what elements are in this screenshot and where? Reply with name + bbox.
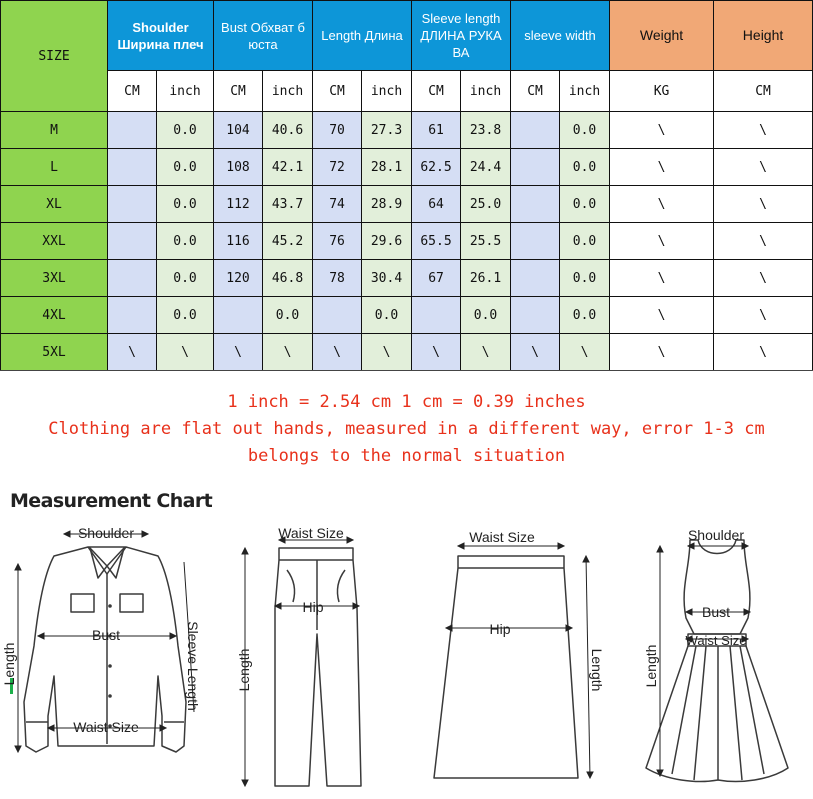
table-cell: \ (560, 334, 610, 371)
table-row (1, 112, 813, 149)
unit-cell: inch (362, 71, 412, 112)
table-cell: 76 (313, 223, 362, 260)
dress-bust-label: Bust (701, 604, 731, 620)
table-cell: 108 (214, 149, 263, 186)
table-cell (511, 186, 560, 223)
table-cell (313, 297, 362, 334)
table-row (1, 186, 813, 223)
shirt-bust-label: Bust (91, 627, 121, 643)
skirt-waist-label: Waist Size (469, 529, 535, 545)
conversion-note: 1 inch = 2.54 cm 1 cm = 0.39 inches (227, 392, 586, 412)
table-cell: 78 (313, 260, 362, 297)
table-cell (511, 112, 560, 149)
table-cell: 61 (412, 112, 461, 149)
table-cell: \ (362, 334, 412, 371)
table-cell: 43.7 (263, 186, 313, 223)
shoulder-header-en: Shoulder (132, 19, 189, 35)
size-cell: L (1, 149, 108, 186)
pants-outline-icon (275, 548, 361, 786)
unit-row (1, 71, 813, 112)
table-cell: 0.0 (157, 186, 214, 223)
size-cell: M (1, 112, 108, 149)
table-cell: \ (214, 334, 263, 371)
table-cell (511, 297, 560, 334)
sleeve-length-header: Sleeve length ДЛИНА РУКА ВА (412, 1, 511, 71)
unit-cell: inch (157, 71, 214, 112)
table-row (1, 334, 813, 371)
size-cell: 5XL (1, 334, 108, 371)
table-cell: \ (610, 297, 714, 334)
error-note-continued: belongs to the normal situation (247, 446, 566, 466)
bust-header: Bust Обхват б юста (214, 1, 313, 71)
table-cell: \ (714, 112, 813, 149)
table-cell: \ (610, 223, 714, 260)
shirt-buttons (108, 604, 112, 728)
table-row (1, 223, 813, 260)
table-cell (511, 223, 560, 260)
table-cell: 65.5 (412, 223, 461, 260)
dress-waist-label: Waist Size (685, 633, 747, 648)
table-cell: 46.8 (263, 260, 313, 297)
sleeve-width-header: sleeve width (511, 1, 610, 71)
table-cell: \ (412, 334, 461, 371)
table-cell: 0.0 (560, 223, 610, 260)
table-cell: \ (714, 297, 813, 334)
table-cell: 0.0 (157, 112, 214, 149)
table-cell: \ (714, 223, 813, 260)
table-cell: 72 (313, 149, 362, 186)
shirt-length-label: Length (1, 642, 17, 686)
table-cell: 0.0 (560, 149, 610, 186)
unit-cell: inch (263, 71, 313, 112)
table-cell: 112 (214, 186, 263, 223)
skirt-measure-lines (446, 543, 593, 778)
section-divider (0, 370, 813, 371)
table-cell: \ (714, 260, 813, 297)
unit-cell: KG (610, 71, 714, 112)
unit-cell: CM (511, 71, 560, 112)
size-cell: 3XL (1, 260, 108, 297)
shirt-sleeve-label: Sleeve Length (185, 621, 201, 711)
shirt-shoulder-label: Shoulder (77, 525, 135, 541)
table-cell: 0.0 (560, 112, 610, 149)
table-cell: 62.5 (412, 149, 461, 186)
pants-waist-label: Waist Size (278, 525, 344, 541)
shoulder-header (108, 1, 214, 71)
pants-length-label: Length (236, 648, 252, 692)
shirt-waist-label: Waist Size (73, 719, 139, 735)
shoulder-header-ru: Ширина плеч (117, 36, 204, 52)
table-row (1, 260, 813, 297)
table-cell: 0.0 (263, 297, 313, 334)
table-cell: \ (108, 334, 157, 371)
table-cell: 0.0 (560, 260, 610, 297)
table-cell: 42.1 (263, 149, 313, 186)
skirt-illustration (428, 520, 605, 796)
dress-measure-lines (657, 543, 750, 776)
table-cell: 25.0 (461, 186, 511, 223)
table-cell (108, 149, 157, 186)
size-cell: XXL (1, 223, 108, 260)
table-cell: 0.0 (157, 260, 214, 297)
table-cell: 0.0 (157, 297, 214, 334)
table-cell: 104 (214, 112, 263, 149)
table-cell: 23.8 (461, 112, 511, 149)
skirt-length-label: Length (589, 648, 605, 692)
table-cell (108, 186, 157, 223)
table-cell: \ (610, 149, 714, 186)
skirt-hip-label: Hip (489, 621, 511, 637)
table-cell: \ (511, 334, 560, 371)
table-cell: 67 (412, 260, 461, 297)
dress-length-label: Length (643, 644, 659, 688)
size-cell: 4XL (1, 297, 108, 334)
unit-cell: inch (560, 71, 610, 112)
length-header: Length Длина (313, 1, 412, 71)
table-cell (108, 112, 157, 149)
table-cell (108, 297, 157, 334)
table-cell: 0.0 (560, 186, 610, 223)
size-cell: XL (1, 186, 108, 223)
table-cell: \ (610, 186, 714, 223)
table-cell: \ (610, 112, 714, 149)
table-cell (412, 297, 461, 334)
table-cell (108, 223, 157, 260)
table-cell: \ (263, 334, 313, 371)
error-note: Clothing are flat out hands, measured in a different way, error 1-3 cm (48, 419, 765, 439)
size-table (0, 0, 813, 371)
shirt-illustration (1, 516, 208, 798)
table-cell: 30.4 (362, 260, 412, 297)
table-cell: 70 (313, 112, 362, 149)
table-row (1, 149, 813, 186)
unit-cell: CM (313, 71, 362, 112)
table-cell: 0.0 (461, 297, 511, 334)
dress-shoulder-label: Shoulder (687, 527, 745, 543)
header-row (1, 1, 813, 71)
table-cell (214, 297, 263, 334)
table-row (1, 297, 813, 334)
table-cell: \ (714, 149, 813, 186)
table-cell (108, 260, 157, 297)
dress-outline-icon (646, 540, 788, 782)
table-cell: \ (610, 260, 714, 297)
unit-cell: CM (108, 71, 157, 112)
table-cell: \ (714, 334, 813, 371)
table-cell: 0.0 (157, 223, 214, 260)
pants-illustration (235, 518, 375, 798)
table-cell: \ (610, 334, 714, 371)
table-body (1, 112, 813, 371)
height-header: Height (714, 1, 813, 71)
table-cell: 45.2 (263, 223, 313, 260)
table-cell: 27.3 (362, 112, 412, 149)
table-cell: 29.6 (362, 223, 412, 260)
table-cell: 0.0 (157, 149, 214, 186)
size-header: SIZE (1, 1, 108, 112)
table-cell: 40.6 (263, 112, 313, 149)
unit-cell: CM (412, 71, 461, 112)
table-cell: 28.1 (362, 149, 412, 186)
unit-cell: CM (214, 71, 263, 112)
table-cell: 74 (313, 186, 362, 223)
table-cell: 64 (412, 186, 461, 223)
table-cell: \ (313, 334, 362, 371)
table-cell: \ (157, 334, 214, 371)
table-cell (511, 149, 560, 186)
table-cell: \ (714, 186, 813, 223)
unit-cell: inch (461, 71, 511, 112)
table-cell: 120 (214, 260, 263, 297)
table-cell: 0.0 (560, 297, 610, 334)
table-cell: 28.9 (362, 186, 412, 223)
unit-cell: CM (714, 71, 813, 112)
table-cell: \ (461, 334, 511, 371)
table-cell (511, 260, 560, 297)
table-cell: 0.0 (362, 297, 412, 334)
skirt-outline-icon (434, 556, 578, 778)
weight-header: Weight (610, 1, 714, 71)
table-cell: 26.1 (461, 260, 511, 297)
measurement-chart-title: Measurement Chart (10, 490, 213, 512)
dress-illustration (636, 518, 806, 798)
table-cell: 116 (214, 223, 263, 260)
pants-hip-label: Hip (302, 599, 324, 615)
table-cell: 24.4 (461, 149, 511, 186)
table-cell: 25.5 (461, 223, 511, 260)
